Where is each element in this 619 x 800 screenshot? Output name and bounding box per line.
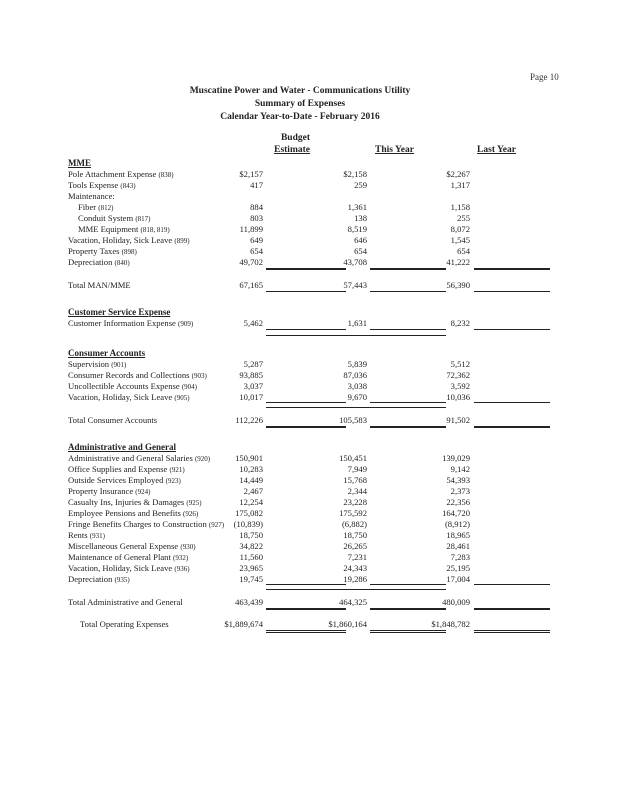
- last-year-value: 1,545: [450, 235, 470, 245]
- budget-value: 417: [250, 180, 263, 190]
- underline-rule: [474, 402, 550, 403]
- row-label: Total MAN/MME: [68, 280, 131, 290]
- last-year-value: 25,195: [446, 563, 470, 573]
- this-year-value: 259: [354, 180, 367, 190]
- last-year-value: 3,592: [450, 381, 470, 391]
- underline-rule: [266, 426, 346, 428]
- row-label: Depreciation (935): [68, 574, 130, 584]
- last-year-value: 480,009: [442, 597, 470, 607]
- this-year-value: $1,860,164: [328, 619, 367, 629]
- row-label: Fiber (812): [78, 202, 114, 212]
- this-year-value: 7,231: [347, 552, 367, 562]
- budget-value: 34,822: [239, 541, 263, 551]
- underline-rule: [370, 402, 446, 403]
- budget-value: 14,449: [239, 475, 263, 485]
- report-period: Calendar Year-to-Date - February 2016: [220, 112, 380, 122]
- row-label: Office Supplies and Expense (921): [68, 464, 185, 474]
- last-year-value: 8,232: [450, 318, 470, 328]
- account-code: (932): [173, 554, 189, 562]
- underline-rule: [474, 630, 550, 633]
- row-label: MME Equipment (818, 819): [78, 224, 170, 234]
- budget-value: 12,254: [239, 497, 263, 507]
- table-row: [68, 618, 588, 630]
- account-code: (840): [114, 259, 130, 267]
- table-row: [68, 279, 588, 291]
- last-year-value: 54,393: [446, 475, 470, 485]
- last-year-value: 139,029: [442, 453, 470, 463]
- last-year-value: $1,848,782: [431, 619, 470, 629]
- row-label: Vacation, Holiday, Sick Leave (905): [68, 392, 190, 402]
- this-year-value: 43,708: [343, 257, 367, 267]
- this-year-value: 57,443: [343, 280, 367, 290]
- underline-rule: [474, 426, 550, 428]
- row-label: Maintenance of General Plant (932): [68, 552, 189, 562]
- account-code: (817): [135, 215, 151, 223]
- last-year-value: 28,461: [446, 541, 470, 551]
- underline-rule: [266, 630, 346, 633]
- last-year-value: 2,373: [450, 486, 470, 496]
- underline-rule: [266, 407, 446, 408]
- this-year-value: 8,519: [347, 224, 367, 234]
- account-code: (903): [191, 372, 207, 380]
- underline-rule: [266, 584, 346, 585]
- last-year-value: 1,317: [450, 180, 470, 190]
- row-label: Uncollectible Accounts Expense (904): [68, 381, 198, 391]
- table-row: [68, 256, 588, 268]
- budget-value: 23,965: [239, 563, 263, 573]
- section-title: Consumer Accounts: [68, 348, 146, 358]
- underline-rule: [370, 584, 446, 585]
- this-year-value: 464,325: [339, 597, 367, 607]
- row-label: Employee Pensions and Benefits (926): [68, 508, 199, 518]
- this-year-value: 19,286: [343, 574, 367, 584]
- budget-value: 803: [250, 213, 263, 223]
- this-year-value: $2,158: [343, 169, 367, 179]
- this-year-value: 2,344: [347, 486, 367, 496]
- account-code: (925): [186, 499, 202, 507]
- budget-value: 150,901: [235, 453, 263, 463]
- this-year-value: 15,768: [343, 475, 367, 485]
- account-code: (923): [165, 477, 181, 485]
- underline-rule: [370, 268, 446, 270]
- row-label: Maintenance:: [68, 191, 115, 201]
- this-year-value: (6,882): [341, 519, 367, 529]
- account-code: (920): [194, 455, 211, 463]
- row-label: Consumer Records and Collections (903): [68, 370, 207, 380]
- row-label: Casualty Ins, Injuries & Damages (925): [68, 497, 202, 507]
- budget-value: 884: [250, 202, 263, 212]
- budget-value: 654: [250, 246, 263, 256]
- underline-rule: [266, 268, 346, 270]
- estimate-label: Estimate: [274, 145, 310, 155]
- row-label: Depreciation (840): [68, 257, 130, 267]
- underline-rule: [266, 608, 346, 610]
- account-code: (838): [158, 171, 174, 179]
- budget-value: 649: [250, 235, 263, 245]
- last-year-value: 8,072: [450, 224, 470, 234]
- underline-rule: [474, 268, 550, 270]
- underline-rule: [370, 608, 446, 610]
- report-title: [180, 85, 420, 124]
- account-code: (812): [98, 204, 114, 212]
- row-label: Vacation, Holiday, Sick Leave (899): [68, 235, 190, 245]
- row-label: Administrative and General Salaries (920): [68, 453, 211, 463]
- budget-value: 175,082: [235, 508, 263, 518]
- this-year-value: 1,361: [347, 202, 367, 212]
- this-year-value: 18,750: [343, 530, 367, 540]
- this-year-value: 138: [354, 213, 367, 223]
- last-year-value: 5,512: [450, 359, 470, 369]
- budget-value: 49,702: [239, 257, 263, 267]
- underline-rule: [266, 589, 446, 590]
- budget-value: 2,467: [243, 486, 263, 496]
- account-code: (898): [121, 248, 137, 256]
- table-row: [68, 596, 588, 608]
- report-subtitle: Summary of Expenses: [254, 99, 346, 109]
- this-year-value: 175,592: [339, 508, 367, 518]
- this-year-value: 5,839: [347, 359, 367, 369]
- last-year-value: 17,004: [446, 574, 470, 584]
- underline-rule: [370, 291, 446, 292]
- row-label: Total Administrative and General: [68, 597, 183, 607]
- budget-value: 67,165: [239, 280, 263, 290]
- table-row: [68, 317, 588, 329]
- last-year-value: 22,356: [446, 497, 470, 507]
- last-year-value: 56,390: [446, 280, 470, 290]
- this-year-value: 654: [354, 246, 367, 256]
- budget-value: 19,745: [239, 574, 263, 584]
- this-year-value: 7,949: [347, 464, 367, 474]
- budget-value: 93,885: [239, 370, 263, 380]
- this-year-value: 9,670: [347, 392, 367, 402]
- account-code: (924): [135, 488, 151, 496]
- budget-value: 5,462: [243, 318, 263, 328]
- underline-rule: [370, 630, 446, 633]
- underline-rule: [474, 291, 550, 292]
- section-title: MME: [68, 158, 91, 168]
- last-year-value: 9,142: [450, 464, 470, 474]
- row-label: Miscellaneous General Expense (930): [68, 541, 196, 551]
- last-year-value: 18,965: [446, 530, 470, 540]
- budget-value: 10,283: [239, 464, 263, 474]
- row-label: Property Insurance (924): [68, 486, 151, 496]
- row-label: Conduit System (817): [78, 213, 151, 223]
- this-year-value: 646: [354, 235, 367, 245]
- row-label: Vacation, Holiday, Sick Leave (936): [68, 563, 190, 573]
- last-year-value: $2,267: [446, 169, 470, 179]
- section-title: Administrative and General: [68, 442, 176, 452]
- underline-rule: [266, 335, 446, 336]
- this-year-value: 87,036: [343, 370, 367, 380]
- budget-value: 112,226: [235, 415, 263, 425]
- account-code: (901): [111, 361, 127, 369]
- budget-value: 463,439: [235, 597, 263, 607]
- budget-value: 10,017: [239, 392, 263, 402]
- last-year-value: 10,036: [446, 392, 470, 402]
- budget-value: $2,157: [239, 169, 263, 179]
- last-year-value: 7,283: [450, 552, 470, 562]
- budget-value: (10,839): [233, 519, 263, 529]
- column-header-budget: [250, 132, 310, 156]
- account-code: (930): [180, 543, 196, 551]
- account-code: (921): [169, 466, 185, 474]
- row-label: Total Consumer Accounts: [68, 415, 158, 425]
- row-label: Customer Information Expense (909): [68, 318, 194, 328]
- row-label: Supervision (901): [68, 359, 127, 369]
- underline-rule: [266, 291, 346, 292]
- underline-rule: [474, 608, 550, 610]
- budget-value: 5,287: [243, 359, 263, 369]
- account-code: (927): [208, 521, 225, 529]
- this-year-value: 150,451: [339, 453, 367, 463]
- row-label: Fringe Benefits Charges to Construction (927): [68, 519, 225, 529]
- last-year-value: 1,158: [450, 202, 470, 212]
- account-code: (905): [174, 394, 190, 402]
- underline-rule: [474, 329, 550, 330]
- budget-value: 18,750: [239, 530, 263, 540]
- account-code: (909): [178, 320, 194, 328]
- row-label: Outside Services Employed (923): [68, 475, 181, 485]
- budget-value: $1,889,674: [224, 619, 263, 629]
- last-year-value: 164,720: [442, 508, 470, 518]
- last-year-value: 72,362: [446, 370, 470, 380]
- this-year-value: 24,343: [343, 563, 367, 573]
- table-row: [68, 414, 588, 426]
- section-title: Customer Service Expense: [68, 307, 171, 317]
- underline-rule: [370, 426, 446, 428]
- row-label: Tools Expense (843): [68, 180, 136, 190]
- last-year-value: 91,502: [446, 415, 470, 425]
- this-year-value: 23,228: [343, 497, 367, 507]
- account-code: (899): [174, 237, 190, 245]
- column-header-this-year: This Year: [375, 145, 414, 155]
- budget-value: 11,899: [239, 224, 263, 234]
- last-year-value: 41,222: [446, 257, 470, 267]
- account-code: (818, 819): [140, 226, 170, 234]
- this-year-value: 105,583: [339, 415, 367, 425]
- account-code: (931): [89, 532, 105, 540]
- company-title: Muscatine Power and Water - Communications Utility: [189, 86, 411, 96]
- last-year-value: 654: [457, 246, 470, 256]
- row-label: Total Operating Expenses: [80, 619, 169, 629]
- last-year-value: 255: [457, 213, 470, 223]
- row-label: Pole Attachment Expense (838): [68, 169, 174, 179]
- this-year-value: 1,631: [347, 318, 367, 328]
- underline-rule: [370, 329, 446, 330]
- underline-rule: [266, 402, 346, 403]
- account-code: (926): [183, 510, 199, 518]
- budget-value: 3,037: [243, 381, 263, 391]
- page-number: Page 10: [530, 72, 559, 82]
- this-year-value: 3,038: [347, 381, 367, 391]
- this-year-value: 26,265: [343, 541, 367, 551]
- budget-value: 11,560: [239, 552, 263, 562]
- underline-rule: [474, 584, 550, 585]
- row-label: Rents (931): [68, 530, 105, 540]
- account-code: (936): [174, 565, 190, 573]
- budget-label: Budget: [280, 133, 310, 143]
- account-code: (843): [120, 182, 136, 190]
- underline-rule: [266, 329, 346, 330]
- account-code: (935): [114, 576, 130, 584]
- row-label: Property Taxes (898): [68, 246, 137, 256]
- last-year-value: (8,912): [444, 519, 470, 529]
- column-header-last-year: Last Year: [477, 145, 516, 155]
- account-code: (904): [181, 383, 198, 391]
